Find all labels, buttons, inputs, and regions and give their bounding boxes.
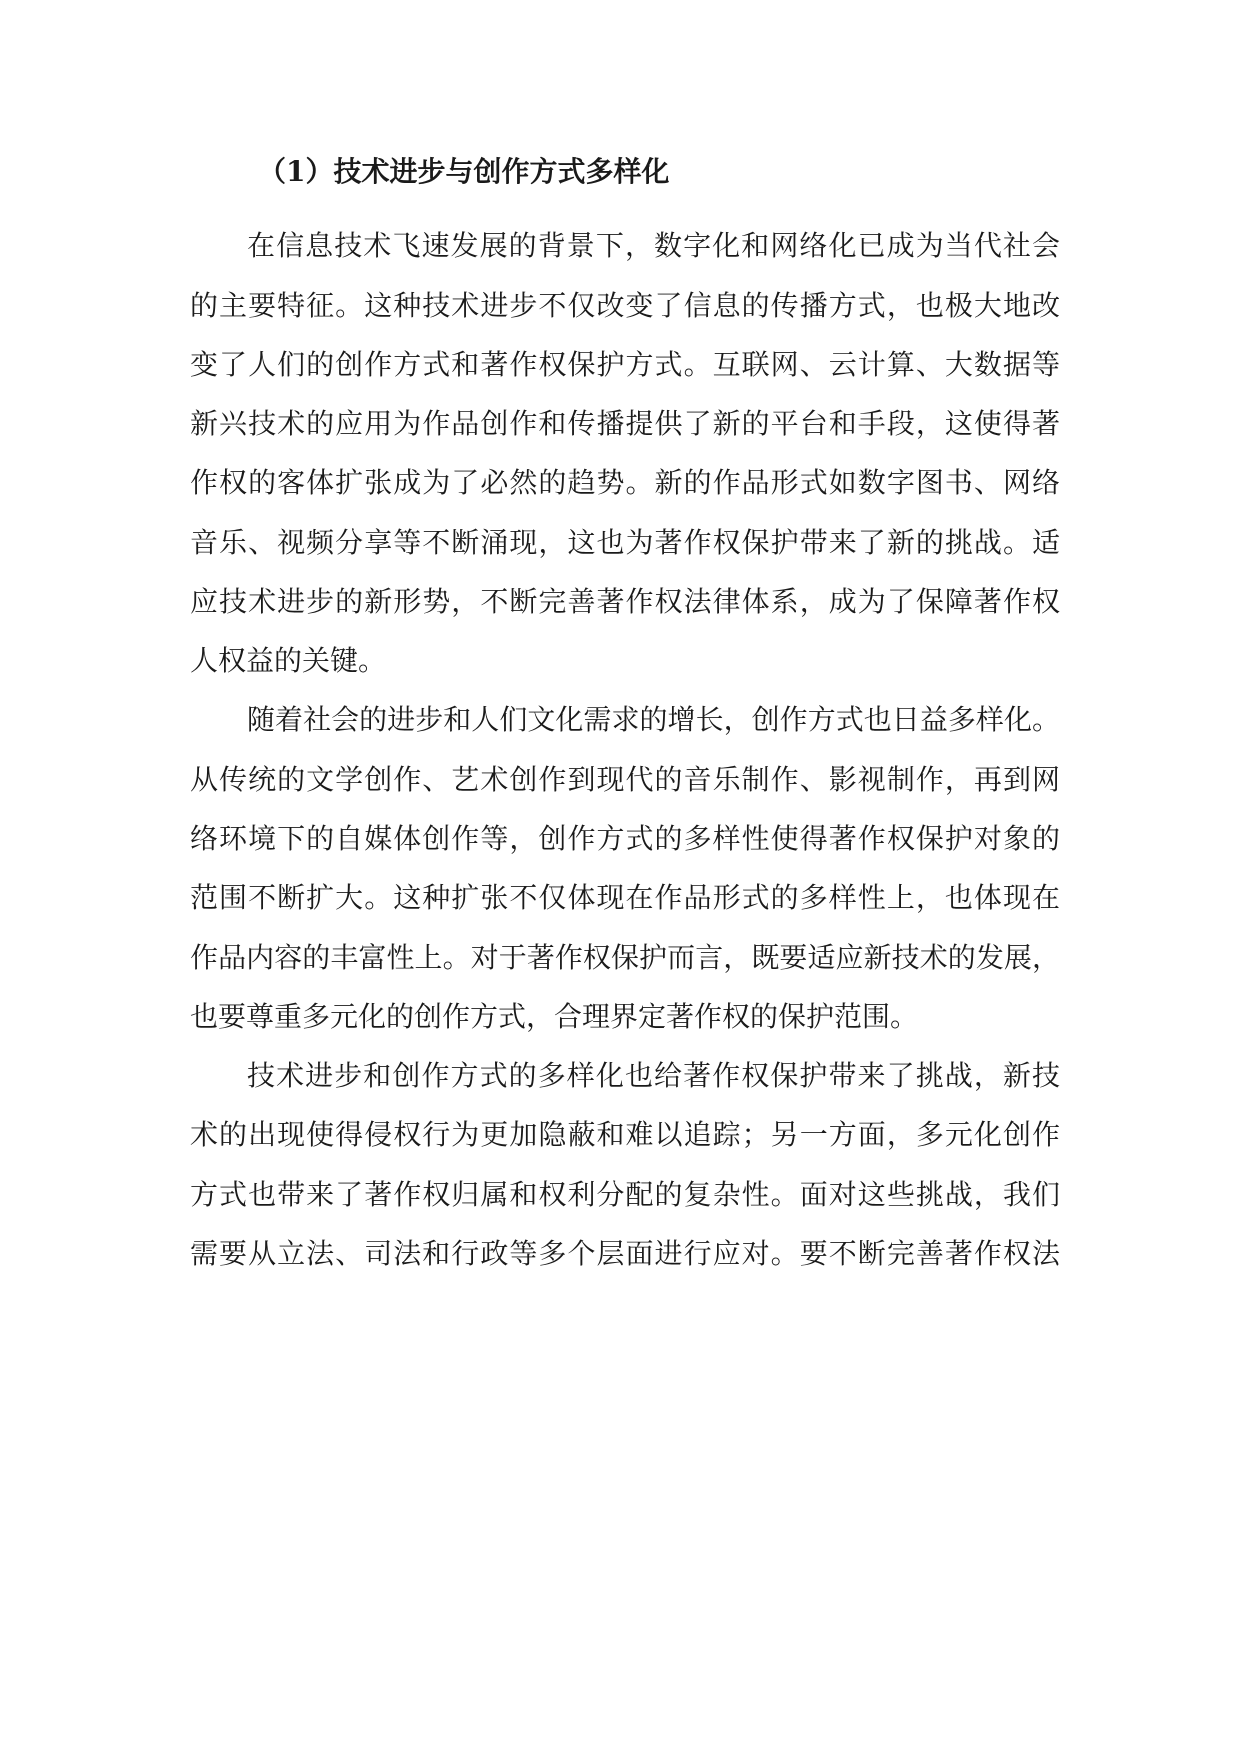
paragraph-1-line: 在信息技术飞速发展的背景下，数字化和网络化已成为当代社会 — [247, 229, 1060, 262]
paragraph-1-line: 应技术进步的新形势，不断完善著作权法律体系，成为了保障著作权 — [190, 585, 1060, 618]
paragraph-2-line: 范围不断扩大。这种扩张不仅体现在作品形式的多样性上，也体现在 — [190, 881, 1060, 914]
paragraph-1-line: 变了人们的创作方式和著作权保护方式。互联网、云计算、大数据等 — [190, 348, 1060, 381]
section-heading: （1）技术进步与创作方式多样化 — [258, 155, 670, 188]
paragraph-2-line: 也要尊重多元化的创作方式，合理界定著作权的保护范围。 — [190, 1000, 919, 1033]
paragraph-2-line: 络环境下的自媒体创作等，创作方式的多样性使得著作权保护对象的 — [190, 822, 1060, 855]
paragraph-3-line: 需要从立法、司法和行政等多个层面进行应对。要不断完善著作权法 — [190, 1237, 1060, 1270]
paragraph-3-line: 术的出现使得侵权行为更加隐蔽和难以追踪；另一方面，多元化创作 — [190, 1118, 1060, 1151]
paragraph-2-line: 作品内容的丰富性上。对于著作权保护而言，既要适应新技术的发展， — [190, 941, 1060, 974]
paragraph-3-line: 方式也带来了著作权归属和权利分配的复杂性。面对这些挑战，我们 — [190, 1178, 1060, 1211]
paragraph-1-line: 音乐、视频分享等不断涌现，这也为著作权保护带来了新的挑战。适 — [190, 526, 1060, 559]
paragraph-1-line: 人权益的关键。 — [190, 644, 387, 677]
paragraph-1-line: 的主要特征。这种技术进步不仅改变了信息的传播方式，也极大地改 — [190, 289, 1060, 322]
paragraph-2-line: 从传统的文学创作、艺术创作到现代的音乐制作、影视制作，再到网 — [190, 763, 1060, 796]
paragraph-1-line: 作权的客体扩张成为了必然的趋势。新的作品形式如数字图书、网络 — [190, 466, 1060, 499]
paragraph-1-line: 新兴技术的应用为作品创作和传播提供了新的平台和手段，这使得著 — [190, 407, 1060, 440]
paragraph-2-line: 随着社会的进步和人们文化需求的增长，创作方式也日益多样化。 — [247, 703, 1060, 736]
paragraph-3-line: 技术进步和创作方式的多样化也给著作权保护带来了挑战，新技 — [247, 1059, 1060, 1092]
